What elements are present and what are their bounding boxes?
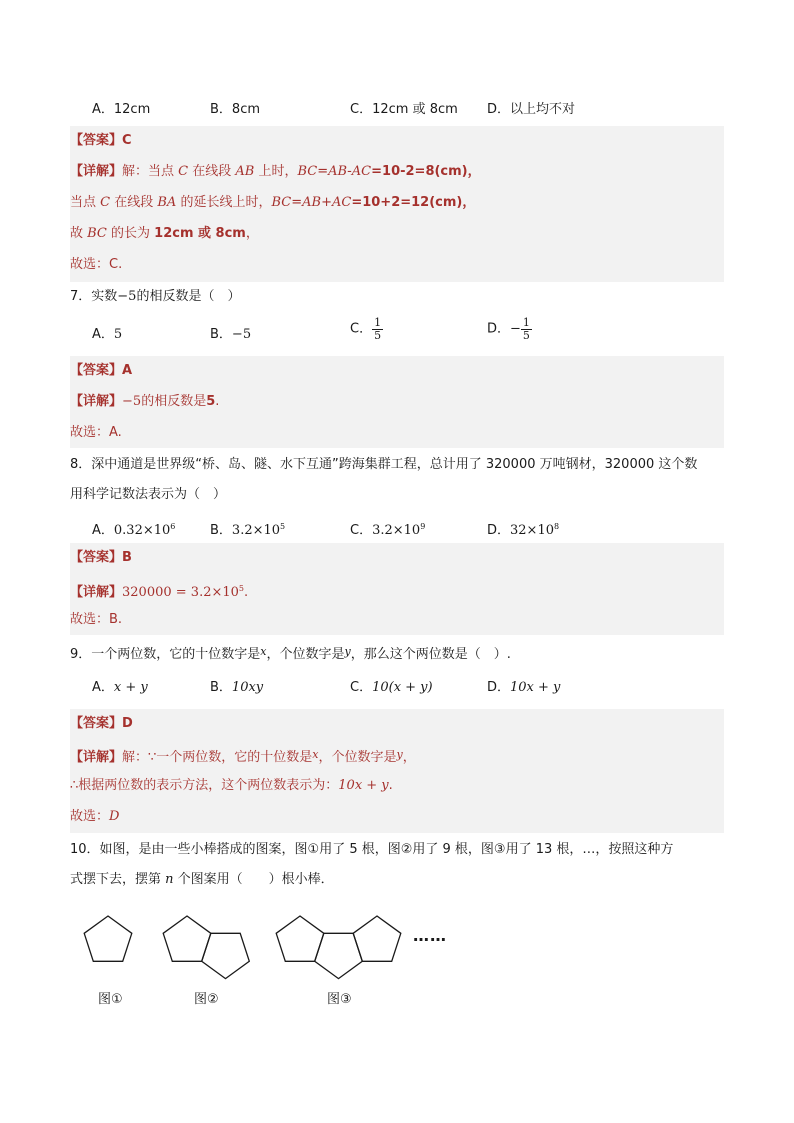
detail-expression: 10x + y — [338, 778, 389, 793]
q6-option-a[interactable]: A．12cm — [92, 102, 151, 117]
q7-choice: 故选：A. — [70, 425, 122, 440]
q8-option-c[interactable] — [350, 517, 425, 541]
option-value: 10xy — [231, 680, 264, 695]
option-value: 0.32×10 — [113, 523, 171, 538]
q9-option-b[interactable] — [210, 678, 263, 698]
q10-stem-line-2 — [70, 870, 334, 890]
formula-part: AC — [331, 195, 352, 210]
q7-option-d[interactable] — [487, 317, 532, 342]
detail-text: 在线段 — [188, 164, 236, 179]
q9-answer-line — [70, 709, 133, 739]
numerator: 1 — [374, 316, 382, 329]
q9-answer-block — [70, 709, 724, 833]
detail-text: ， — [402, 750, 416, 765]
formula-part: AB — [328, 164, 348, 179]
option-value: 10x + y — [510, 680, 561, 695]
point-c: C — [100, 195, 111, 210]
q8-option-b[interactable] — [210, 517, 285, 541]
formula-part: AB — [302, 195, 322, 210]
detail-text: 的长为 — [106, 226, 155, 241]
segment-ab: AB — [235, 164, 255, 179]
q7-option-a[interactable] — [92, 325, 122, 345]
q6-answer-block — [70, 126, 724, 282]
option-letter: A． — [92, 327, 114, 342]
exponent: 8 — [554, 522, 560, 531]
denominator: 5 — [374, 329, 382, 342]
segment-ba: BA — [157, 195, 177, 210]
fraction — [372, 317, 383, 342]
option-value: 5 — [113, 327, 123, 342]
detail-text: 在线段 — [110, 195, 158, 210]
detail-text: 解：当点 — [122, 164, 179, 179]
answer-tag: 【答案】 — [70, 550, 123, 565]
q8-choice: 故选：B. — [70, 612, 123, 627]
fraction — [521, 317, 532, 342]
stem-text: 式摆下去，摆第 — [70, 872, 166, 887]
answer-tag: 【答案】 — [70, 716, 123, 731]
q9-detail-line-1 — [70, 740, 416, 770]
q8-stem-line-1: 8．深中通道是世界级“桥、岛、隧、水下互通”跨海集群工程，总计用了 320000 万吨钢材，320000 这个数 — [70, 457, 698, 472]
detail-number: −5 — [122, 394, 142, 409]
variable-y: y — [344, 645, 351, 658]
q7-answer-line — [70, 356, 132, 386]
stem-text: ，个位数字是 — [266, 647, 345, 662]
formula-part: =10-2=8(cm)， — [371, 164, 481, 179]
q8-answer-block — [70, 543, 724, 635]
detail-text: 解：∵一个两位数，它的十位数是 — [122, 750, 313, 765]
detail-text: . — [388, 778, 393, 793]
option-letter: D． — [487, 680, 511, 695]
choice-value: D — [109, 809, 120, 824]
q9-option-a[interactable] — [92, 678, 148, 698]
option-letter: B． — [210, 523, 232, 538]
q7-option-b[interactable] — [210, 325, 251, 345]
option-value: x + y — [113, 680, 148, 695]
q8-stem-line-2: 用科学记数法表示为（ ） — [70, 487, 227, 502]
q6-detail-line-3 — [70, 219, 259, 249]
option-letter: C． — [350, 680, 373, 695]
stem-text: 个图案用（ ）根小棒． — [173, 872, 334, 887]
option-letter: B． — [210, 680, 232, 695]
option-letter: C． — [350, 321, 373, 337]
q9-choice — [70, 802, 119, 832]
q7-stem — [70, 287, 240, 307]
pentagon-fig3-right — [353, 916, 401, 961]
q7-option-c[interactable] — [350, 317, 383, 342]
detail-text: 故 — [70, 226, 88, 241]
stem-text: 7．实数 — [70, 289, 118, 304]
exponent: 6 — [170, 522, 176, 531]
detail-text: . — [215, 394, 220, 409]
exponent: 5 — [238, 584, 245, 593]
detail-value: 12cm 或 8cm — [154, 226, 246, 241]
answer-tag: 【答案】 — [70, 133, 123, 148]
detail-tag: 【详解】 — [70, 164, 123, 179]
answer-value: B — [122, 550, 132, 565]
stem-text: ，那么这个两位数是（ ）. — [350, 647, 511, 662]
option-letter: D． — [487, 523, 511, 538]
option-value: 3.2×10 — [372, 523, 421, 538]
option-letter: D． — [487, 321, 511, 337]
variable-y: y — [396, 748, 403, 761]
q7-answer-block — [70, 356, 724, 448]
answer-value: C — [122, 133, 132, 148]
option-letter: A． — [92, 680, 114, 695]
minus-sign: − — [510, 321, 521, 337]
figure-ellipsis: …… — [413, 926, 447, 945]
figure-label-2: 图② — [194, 992, 219, 1007]
formula-part: =10+2=12(cm)， — [351, 195, 476, 210]
detail-text: ，个位数字是 — [318, 750, 397, 765]
stem-number: −5 — [117, 289, 137, 304]
option-value: 10(x + y) — [372, 680, 433, 695]
variable-x: x — [312, 748, 319, 761]
detail-text: 当点 — [70, 195, 101, 210]
stem-text: 的相反数是（ ） — [136, 289, 241, 304]
variable-x: x — [260, 645, 267, 658]
detail-text: ∴根据两位数的表示方法，这个两位数表示为： — [70, 778, 339, 793]
detail-tag: 【详解】 — [70, 394, 123, 409]
option-letter: C． — [350, 523, 373, 538]
segment-bc: BC — [87, 226, 107, 241]
answer-value: D — [122, 716, 133, 731]
q6-option-c[interactable]: C．12cm 或 8cm — [350, 102, 458, 117]
formula-part: = — [291, 195, 303, 210]
q6-detail-line-1 — [70, 157, 481, 187]
detail-text: 的延长线上时， — [176, 195, 272, 210]
formula-part: BC — [271, 195, 292, 210]
point-c: C — [178, 164, 189, 179]
figure-label-3: 图③ — [327, 992, 352, 1007]
q6-choice: 故选：C. — [70, 257, 123, 272]
detail-text: 的相反数是 — [141, 394, 207, 409]
denominator: 5 — [522, 329, 530, 342]
q6-answer-line — [70, 126, 132, 156]
pentagon-fig1 — [84, 916, 132, 961]
q9-detail-line-2 — [70, 771, 393, 801]
q10-stem-line-1: 10．如图，是由一些小棒搭成的图案，图①用了 5 根，图②用了 9 根，图③用了 13 根，…，按照这种方 — [70, 842, 674, 857]
q8-detail-line — [70, 574, 248, 604]
answer-value: A — [122, 363, 133, 378]
formula-part: BC — [297, 164, 318, 179]
q6-option-d[interactable]: D．以上均不对 — [487, 102, 576, 117]
option-letter: A． — [92, 523, 114, 538]
q8-option-d[interactable] — [487, 517, 559, 541]
q8-answer-line — [70, 543, 132, 573]
option-letter: B． — [210, 327, 232, 342]
answer-tag: 【答案】 — [70, 363, 123, 378]
option-value: −5 — [231, 327, 252, 342]
choice-text: 故选： — [70, 809, 110, 824]
exponent: 9 — [420, 522, 426, 531]
stem-text: 9．一个两位数，它的十位数字是 — [70, 647, 261, 662]
q6-detail-line-2 — [70, 188, 475, 218]
formula-part: + — [321, 195, 332, 210]
detail-tag: 【详解】 — [70, 750, 123, 765]
numerator: 1 — [522, 316, 530, 329]
pentagon-fig2-right — [202, 933, 250, 978]
q9-stem — [70, 642, 511, 665]
detail-text: ， — [245, 226, 259, 241]
detail-value: 5 — [206, 394, 216, 409]
q7-detail-line — [70, 387, 219, 417]
q6-option-b[interactable]: B．8cm — [210, 102, 261, 117]
q9-option-d[interactable] — [487, 678, 560, 698]
figure-label-1: 图① — [98, 992, 123, 1007]
q8-option-a[interactable] — [92, 517, 175, 541]
formula-part: AC — [351, 164, 372, 179]
option-value: 3.2×10 — [231, 523, 281, 538]
option-value: 32×10 — [510, 523, 554, 538]
detail-text: 上时， — [254, 164, 298, 179]
exponent: 5 — [280, 522, 286, 531]
formula-part: = — [317, 164, 329, 179]
formula-part: - — [347, 164, 352, 179]
q9-option-c[interactable] — [350, 678, 433, 698]
detail-formula: 320000 = 3.2×10 — [122, 585, 239, 600]
detail-tag: 【详解】 — [70, 585, 123, 600]
variable-n: n — [165, 872, 174, 887]
detail-text: . — [244, 585, 249, 600]
